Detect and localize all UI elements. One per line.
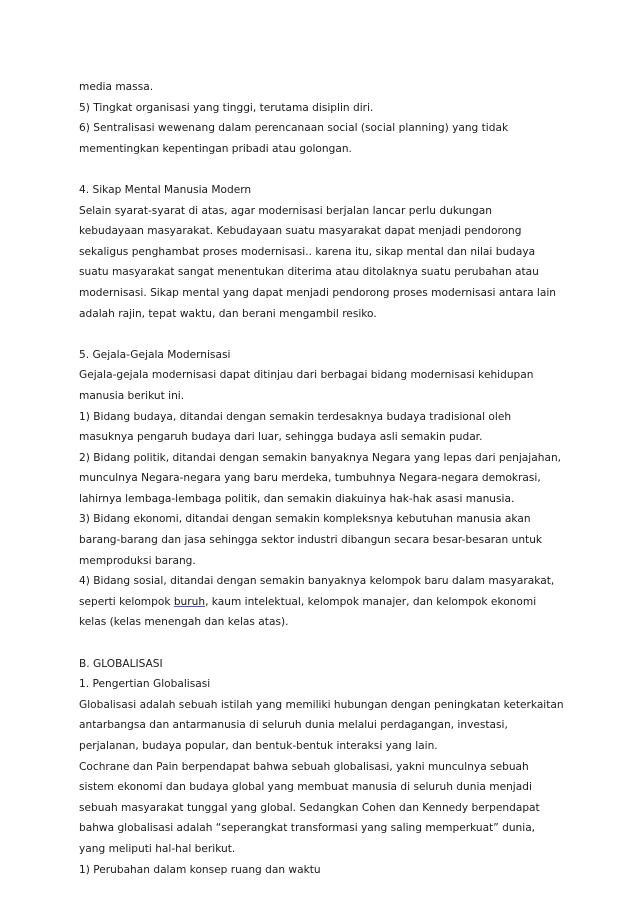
text-line: Globalisasi adalah sebuah istilah yang memiliki hubungan dengan peningkatan keterkaitan <box>79 698 564 711</box>
text-line: munculnya Negara-negara yang baru merdeka, tumbuhnya Negara-negara demokrasi, <box>79 472 541 485</box>
text-line: 4) Bidang sosial, ditandai dengan semakin banyaknya kelompok baru dalam masyarakat, <box>79 575 555 588</box>
text-line: manusia berikut ini. <box>79 389 185 402</box>
link-suffix-text: , kaum intelektual, kelompok manajer, dan kelompok ekonomi <box>205 595 537 608</box>
text-line: 2) Bidang politik, ditandai dengan semakin banyaknya Negara yang lepas dari penjajahan, <box>79 451 562 464</box>
text-line: adalah rajin, tepat waktu, dan berani mengambil resiko. <box>79 307 377 320</box>
text-line: 5) Tingkat organisasi yang tinggi, terutama disiplin diri. <box>79 101 374 114</box>
text-line: perjalanan, budaya popular, dan bentuk-bentuk interaksi yang lain. <box>79 740 438 752</box>
paragraph-gap <box>79 633 579 654</box>
text-line: 6) Sentralisasi wewenang dalam perencanaan social (social planning) yang tidak <box>79 122 509 135</box>
text-line: antarbangsa dan antarmanusia di seluruh dunia melalui perdagangan, investasi, <box>79 719 508 732</box>
text-line: Selain syarat-syarat di atas, agar modernisasi berjalan lancar perlu dukungan <box>79 204 492 217</box>
buruh-link[interactable]: buruh <box>173 595 206 608</box>
text-line: 1) Perubahan dalam konsep ruang dan waktu <box>79 863 321 876</box>
chapter-heading: B. GLOBALISASI <box>79 657 163 670</box>
text-line: modernisasi. Sikap mental yang dapat menjadi pendorong proses modernisasi antara lain <box>79 286 557 299</box>
text-line: masuknya pengaruh budaya dari luar, sehingga budaya asli semakin pudar. <box>79 431 483 444</box>
text-line: yang meliputi hal-hal berikut. <box>79 842 236 855</box>
paragraph-gap <box>79 159 579 180</box>
document-body <box>79 77 579 880</box>
text-line: bahwa globalisasi adalah “seperangkat transformasi yang saling memperkuat” dunia, <box>79 822 536 835</box>
text-line: 1) Bidang budaya, ditandai dengan semakin terdesaknya budaya tradisional oleh <box>79 410 512 423</box>
text-line: sistem ekonomi dan budaya global yang membuat manusia di seluruh dunia menjadi <box>79 781 532 794</box>
paragraph-gap <box>79 324 579 345</box>
text-line: memproduksi barang. <box>79 554 196 567</box>
text-line: barang-barang dan jasa sehingga sektor industri dibangun secara besar-besaran untuk <box>79 534 543 547</box>
text-line: Gejala-gejala modernisasi dapat ditinjau dari berbagai bidang modernisasi kehidupan <box>79 369 534 382</box>
text-line: kelas (kelas menengah dan kelas atas). <box>79 616 289 629</box>
text-line: kebudayaan masyarakat. Kebudayaan suatu masyarakat dapat menjadi pendorong <box>79 225 522 238</box>
section-heading: 4. Sikap Mental Manusia Modern <box>79 183 252 196</box>
text-line-with-link <box>79 592 579 613</box>
link-prefix-text: seperti kelompok <box>79 595 174 608</box>
text-line: media massa. <box>79 81 154 93</box>
text-line: 3) Bidang ekonomi, ditandai dengan semakin kompleksnya kebutuhan manusia akan <box>79 513 531 526</box>
text-line: lahirnya lembaga-lembaga politik, dan semakin diakuinya hak-hak asasi manusia. <box>79 492 515 505</box>
section-heading: 1. Pengertian Globalisasi <box>79 678 211 691</box>
section-heading: 5. Gejala-Gejala Modernisasi <box>79 348 231 361</box>
text-line: sebuah masyarakat tunggal yang global. Sedangkan Cohen dan Kennedy berpendapat <box>79 801 540 814</box>
text-line: sekaligus penghambat proses modernisasi.. karena itu, sikap mental dan nilai budaya <box>79 245 536 258</box>
text-line: Cochrane dan Pain berpendapat bahwa sebuah globalisasi, yakni munculnya sebuah <box>79 760 529 773</box>
text-line: mementingkan kepentingan pribadi atau golongan. <box>79 142 352 155</box>
text-line: suatu masyarakat sangat menentukan diterima atau ditolaknya suatu perubahan atau <box>79 266 539 279</box>
